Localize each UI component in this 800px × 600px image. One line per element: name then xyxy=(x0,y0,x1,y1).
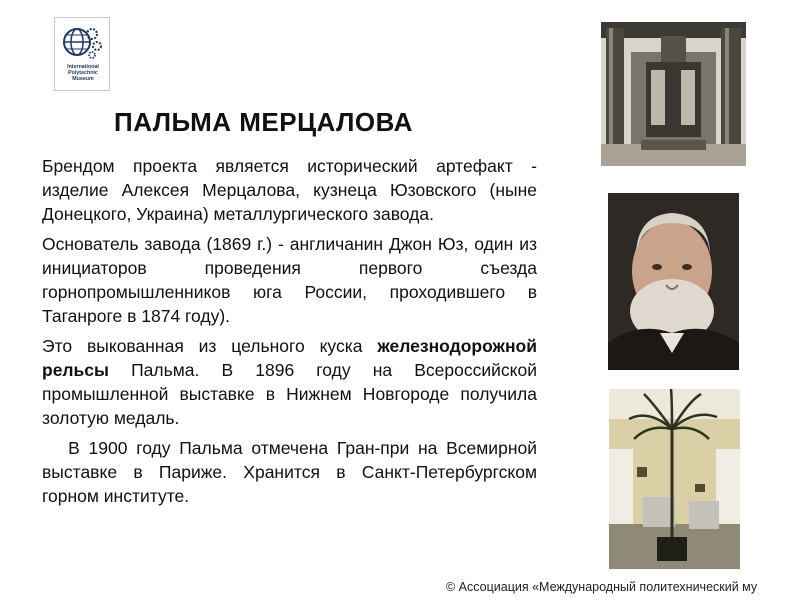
paragraph-brand: Брендом проекта является исторический артефакт - изделие Алексея Мерцалова, кузнеца Юзовского (ныне Донецкого, Украина) металлургического завода. xyxy=(42,156,537,224)
rail-emphasis: железнодорожной рельсы xyxy=(42,336,537,380)
globe-gear-icon xyxy=(61,22,105,62)
logo-text: International Polytechnic Museum xyxy=(67,64,99,82)
copyright-footer: © Ассоциация «Международный политехнический му xyxy=(446,580,758,594)
article-body xyxy=(42,154,537,514)
museum-logo xyxy=(54,17,110,91)
john-hughes-portrait xyxy=(608,193,739,370)
paragraph-forging: Это выкованная из цельного куска железнодорожной рельсы Пальма. В 1896 году на Всероссийской промышленной выставке в Нижнем Новгороде получила золотую медаль. xyxy=(42,336,537,428)
palm-museum-photo xyxy=(609,389,740,569)
exhibition-pavilion-photo xyxy=(601,22,746,166)
paragraph-founder: Основатель завода (1869 г.) - англичанин Джон Юз, один из инициаторов проведения первого съезда горнопромышленников юга России, проходившего в Таганроге в 1874 году). xyxy=(42,234,537,326)
page-title: ПАЛЬМА МЕРЦАЛОВА xyxy=(114,107,413,137)
paragraph-paris: В 1900 году Пальма отмечена Гран-при на Всемирной выставке в Париже. Хранится в Санкт-Петербургском горном институте. xyxy=(42,438,537,506)
